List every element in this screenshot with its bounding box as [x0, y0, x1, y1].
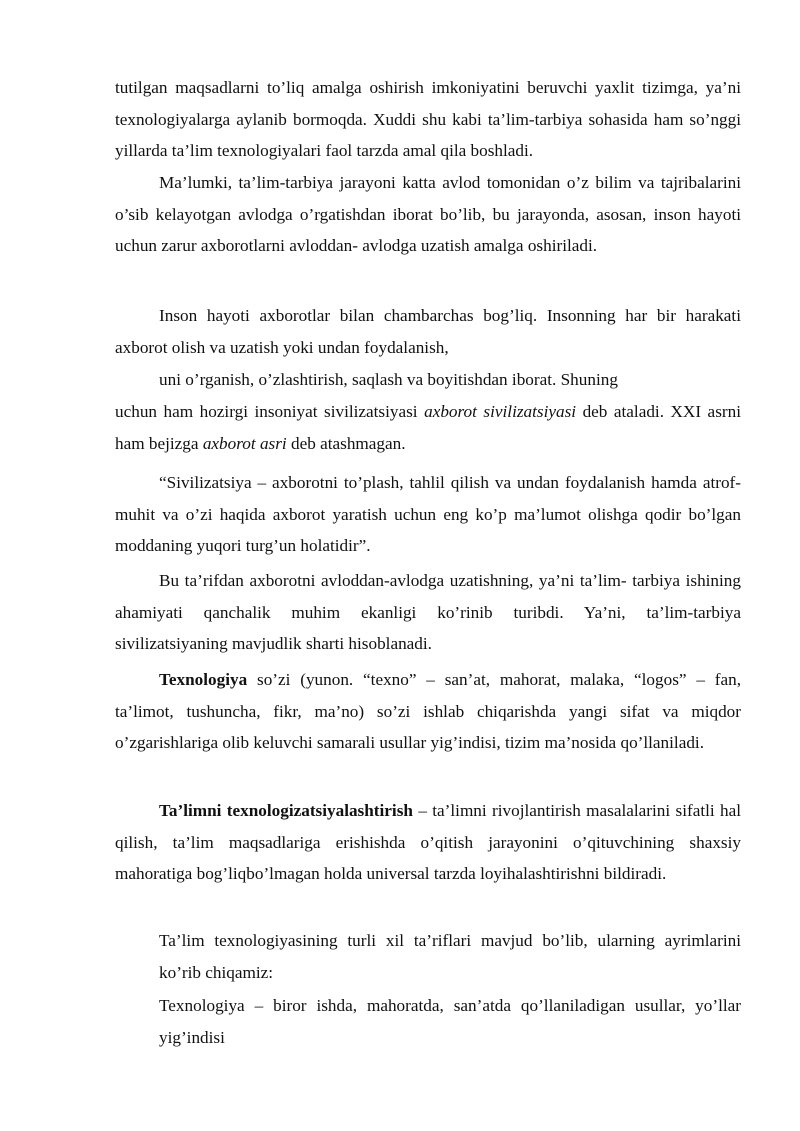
text-run: so’zi (yunon. “texno” – san’at, mahorat, malaka, “logos” – fan, ta’limot, tushuncha, fikr, ma’no) so’zi ishlab chiqarishda yangi sifat va miqdor o’zgarishlariga olib keluvchi samarali usullar yig’indisi, tizim ma’nosida qo’llaniladi.: [115, 670, 741, 753]
paragraph-malumki: Ma’lumki, ta’lim-tarbiya jarayoni katta avlod tomonidan o’z bilim va tajribalarini o’sib kelayotgan avlodga o’rgatishdan iborat bo’lib, bu jarayonda, asosan, inson hayoti uchun zarur axborotlarni avloddan- avlodga uzatish amalga oshiriladi.: [115, 173, 741, 256]
text-run: uchun ham hozirgi insoniyat sivilizatsiyasi: [115, 402, 425, 421]
paragraph-tariflar: Ta’lim texnologiyasining turli xil ta’riflari mavjud bo’lib, ularning ayrimlarini ko’rib chiqamiz:: [159, 931, 741, 982]
italic-term: axborot sivilizatsiyasi: [424, 402, 577, 421]
text-run: – ta’limni rivojlantirish masalalarini sifatli hal qilish, ta’lim maqsadlariga erishishda o’qitish jarayonini o’qituvchining shaxsiy mahoratiga bog’liqbo’lmagan holda universal tarzda loyihalashtirishni bildiradi.: [115, 801, 742, 884]
bold-term: Ta’limni texnologizatsiyalashtirish: [159, 801, 413, 820]
paragraph-texnologiya-definition: [115, 664, 741, 759]
paragraph-texnologiya-usullar: Texnologiya – biror ishda, mahoratda, san’atda qo’llaniladigan usullar, yo’llar yig’indisi: [159, 996, 741, 1047]
bold-term: Texnologiya: [159, 670, 248, 689]
paragraph-quote-definition: “Sivilizatsiya – axborotni to’plash, tahlil qilish va undan foydalanish hamda atrof-muhit va o’zi haqida axborot yaratish uchun eng ko’p ma’lumot olishga qodir bo’lgan moddaning yuqori turg’un holatidir”.: [115, 473, 741, 556]
paragraph-uni-organish: uni o’rganish, o’zlashtirish, saqlash va boyitishdan iborat. Shuning: [159, 370, 618, 389]
paragraph-intro: tutilgan maqsadlarni to’liq amalga oshirish imkoniyatini beruvchi yaxlit tizimga, ya’ni texnologiyalarga aylanib bormoqda. Xuddi shu kabi ta’lim-tarbiya sohasida ham so’nggi yillarda ta’lim texnologiyalari faol tarzda amal qila boshladi.: [115, 78, 741, 161]
text-run: deb ataladi. XXI asrni ham bejizga: [115, 402, 741, 453]
text-run: deb atashmagan.: [286, 433, 406, 453]
paragraph-sivilizatsiya-axborot: [115, 396, 741, 459]
paragraph-inson-hayoti: Inson hayoti axborotlar bilan chambarchas bog’liq. Insonning har bir harakati axborot olish va uzatish yoki undan foydalanish,: [115, 306, 741, 357]
italic-term: axborot asri: [202, 433, 287, 453]
paragraph-texnologizatsiyalashtirish: [115, 795, 741, 890]
paragraph-tarifdan: Bu ta’rifdan axborotni avloddan-avlodga uzatishning, ya’ni ta’lim- tarbiya ishining ahamiyati qanchalik muhim ekanligi ko’rinib turibdi. Ya’ni, ta’lim-tarbiya sivilizatsiyaning mavjudlik sharti hisoblanadi.: [115, 571, 741, 654]
